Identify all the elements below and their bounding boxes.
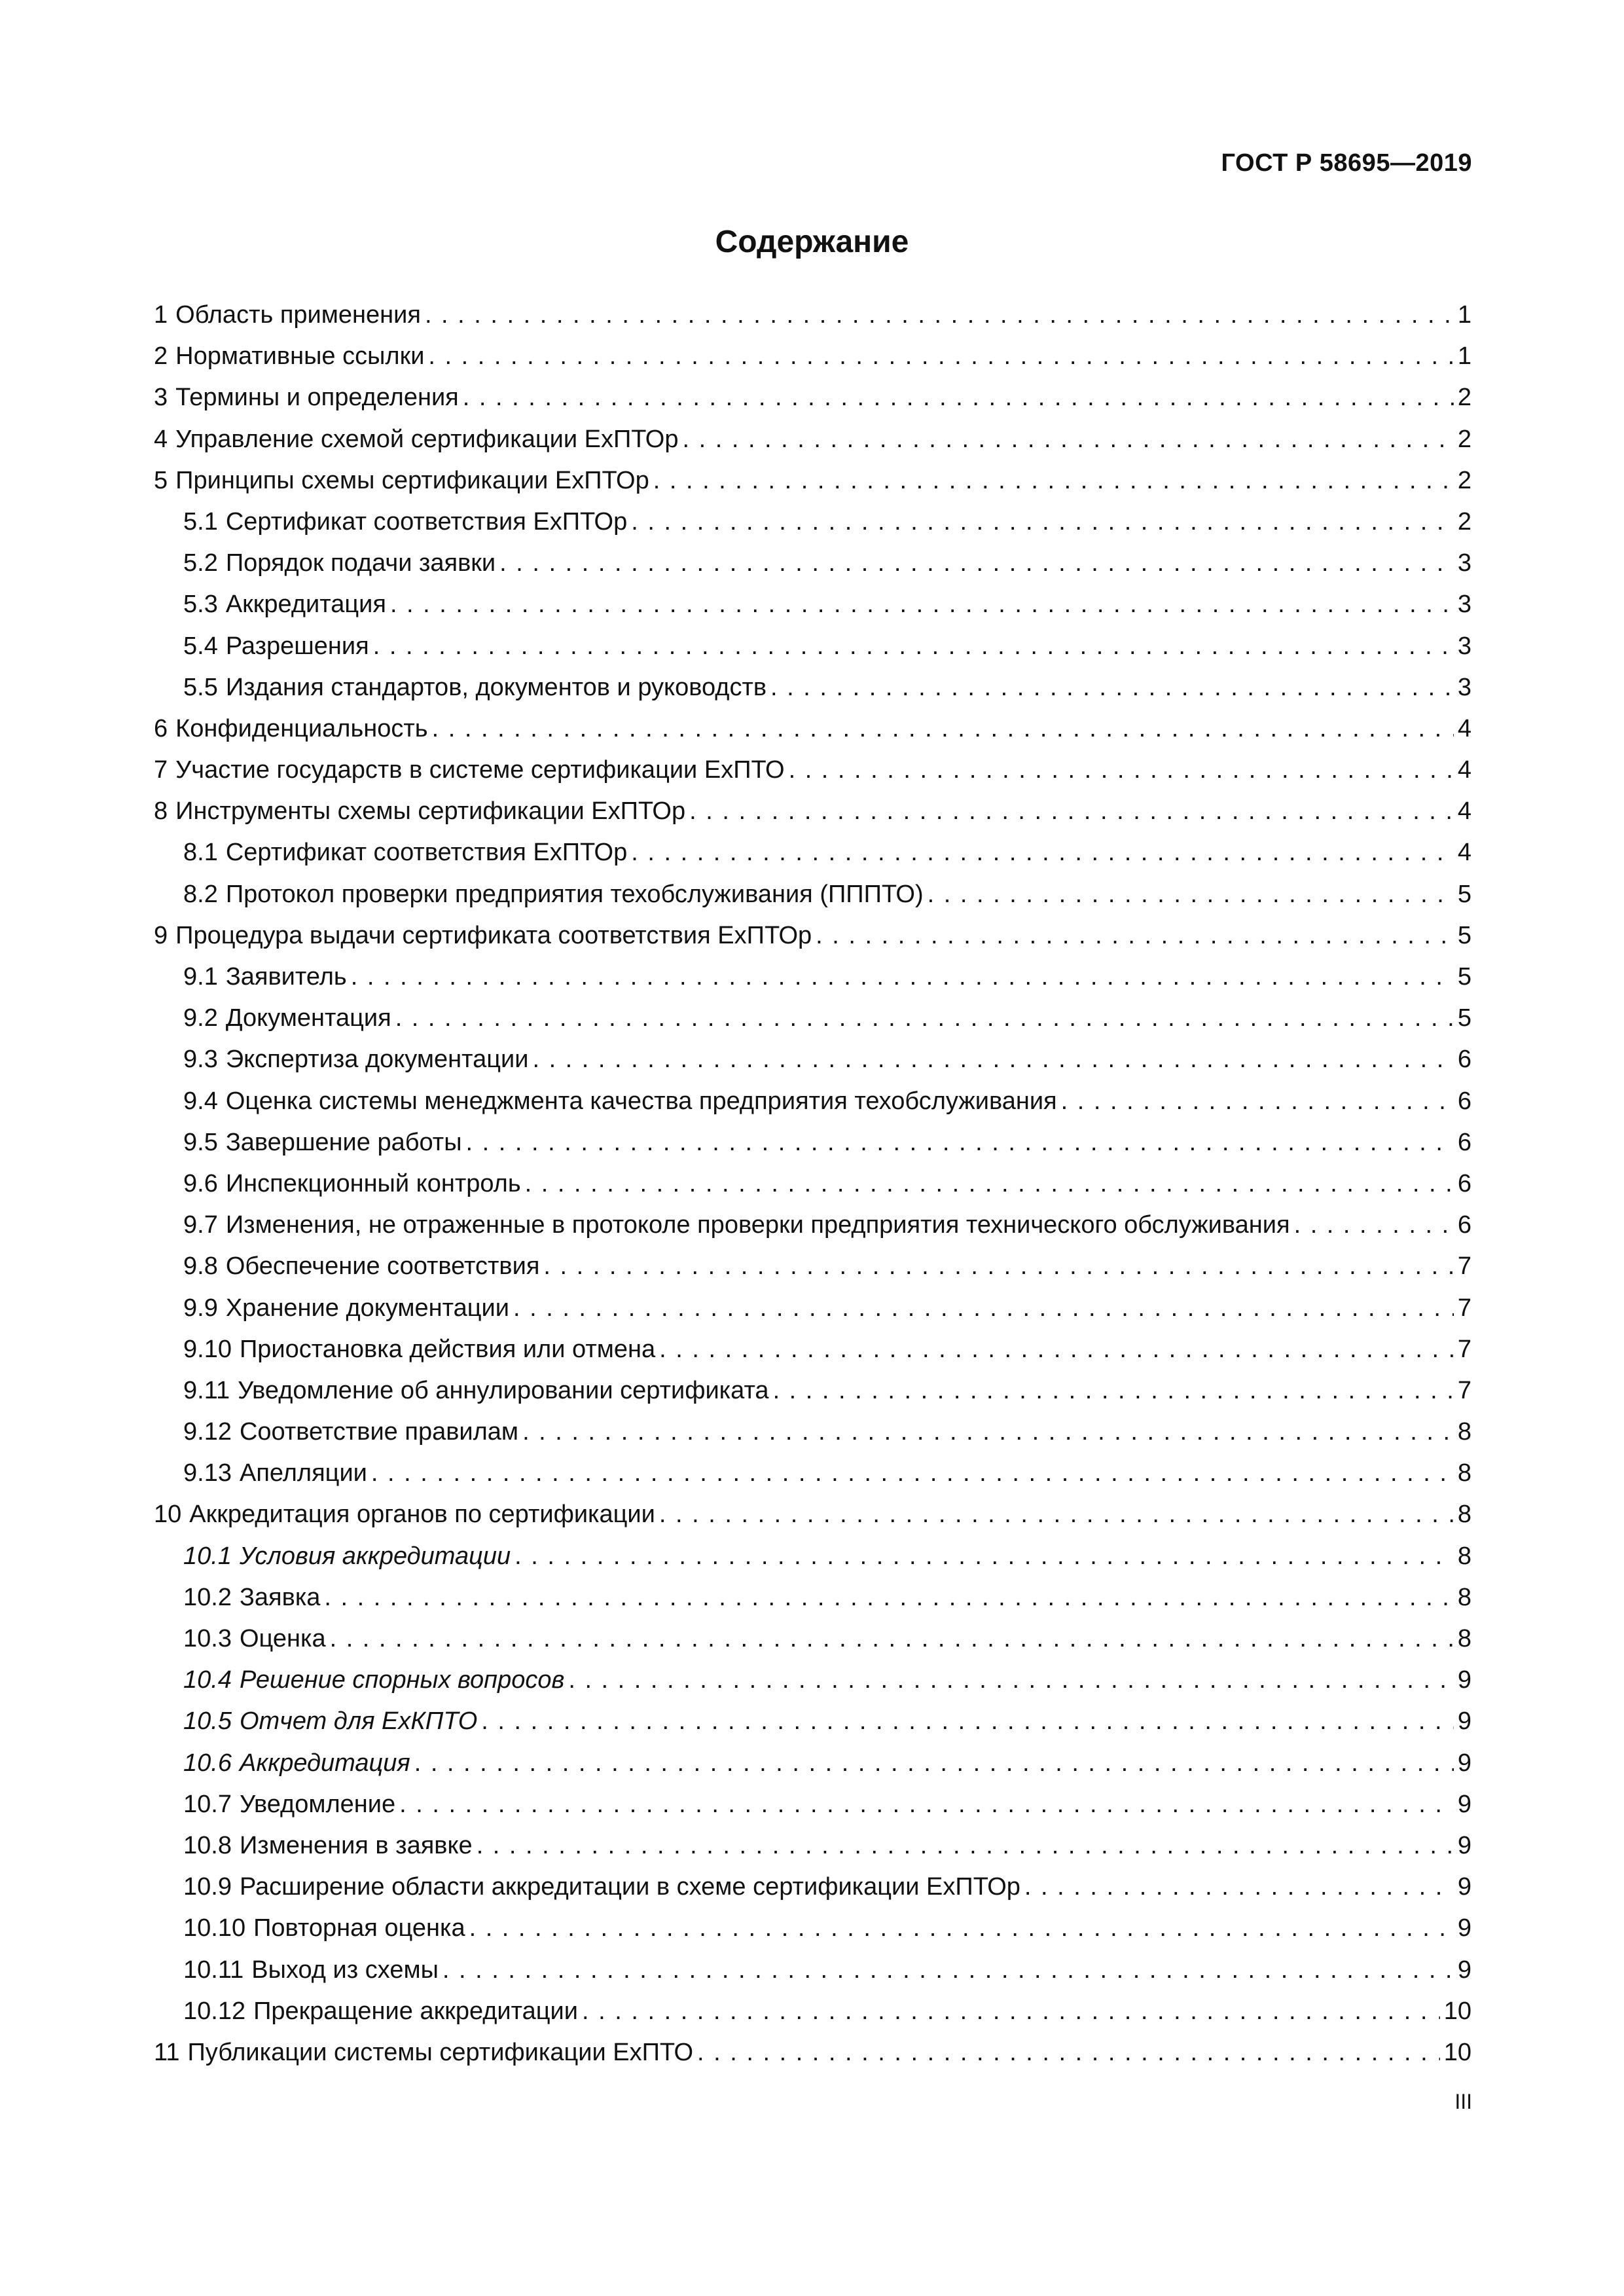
- toc-entry[interactable]: [154, 832, 1471, 873]
- toc-entry-number: 5.2: [183, 549, 218, 577]
- toc-entry-label: Экспертиза документации: [225, 1046, 529, 1074]
- toc-dot-leader: [425, 295, 1454, 336]
- toc-dot-leader: [324, 1577, 1453, 1618]
- toc-entry-number: 9.1: [183, 963, 218, 991]
- toc-entry-label: Инструменты схемы сертификации ExПТОр: [175, 797, 686, 826]
- toc-entry-page: 6: [1457, 1169, 1471, 1197]
- toc-entry[interactable]: [154, 419, 1471, 460]
- toc-entry-page: 6: [1457, 1128, 1471, 1156]
- toc-entry-page: 5: [1457, 1004, 1471, 1032]
- toc-entry-page: 4: [1457, 756, 1471, 784]
- toc-dot-leader: [770, 667, 1454, 708]
- toc-entry-page: 10: [1443, 2038, 1471, 2066]
- toc-entry-label: Аккредитация органов по сертификации: [189, 1501, 655, 1529]
- page-title: Содержание: [715, 225, 909, 259]
- toc-entry-number: 5.4: [183, 632, 218, 660]
- toc-entry-label: Участие государств в системе сертификации ExПТО: [175, 756, 785, 784]
- toc-dot-leader: [442, 1950, 1454, 1991]
- toc-dot-leader: [522, 1412, 1454, 1453]
- toc-entry-number: 10.6: [183, 1749, 232, 1777]
- toc-entry[interactable]: [154, 1205, 1471, 1246]
- toc-entry-number: 10.7: [183, 1790, 232, 1818]
- toc-entry[interactable]: [154, 957, 1471, 998]
- toc-dot-leader: [525, 1163, 1454, 1205]
- toc-dot-leader: [1024, 1867, 1454, 1908]
- toc-entry-label: Заявитель: [225, 963, 347, 991]
- toc-dot-leader: [631, 501, 1454, 543]
- toc-entry-label: Документация: [225, 1004, 391, 1032]
- toc-entry-page: 8: [1457, 1459, 1471, 1487]
- toc-entry-label: Публикации системы сертификации ExПТО: [187, 2038, 693, 2066]
- toc-entry[interactable]: [154, 460, 1471, 501]
- toc-entry[interactable]: [154, 667, 1471, 708]
- toc-entry-number: 4: [154, 425, 168, 453]
- toc-entry-page: 7: [1457, 1294, 1471, 1322]
- toc-entry[interactable]: [154, 2032, 1471, 2073]
- toc-entry[interactable]: [154, 377, 1471, 418]
- toc-dot-leader: [928, 874, 1454, 915]
- toc-entry-label: Процедура выдачи сертификата соответствия ExПТОр: [175, 921, 812, 949]
- toc-entry-page: 3: [1457, 632, 1471, 660]
- toc-entry-page: 3: [1457, 591, 1471, 619]
- toc-entry-number: 8: [154, 797, 168, 826]
- toc-entry[interactable]: [154, 1784, 1471, 1825]
- toc-dot-leader: [1294, 1205, 1454, 1246]
- toc-entry-number: 9.3: [183, 1046, 218, 1074]
- toc-entry[interactable]: [154, 998, 1471, 1039]
- toc-dot-leader: [432, 708, 1454, 750]
- toc-dot-leader: [689, 791, 1454, 832]
- toc-dot-leader: [682, 419, 1453, 460]
- toc-entry[interactable]: [154, 1701, 1471, 1742]
- toc-entry-label: Изменения в заявке: [239, 1831, 473, 1859]
- toc-entry[interactable]: [154, 626, 1471, 667]
- table-of-contents: [154, 295, 1471, 2073]
- toc-entry[interactable]: [154, 708, 1471, 750]
- toc-entry-label: Издания стандартов, документов и руководств: [225, 673, 767, 701]
- toc-entry-label: Конфиденциальность: [175, 714, 428, 742]
- toc-entry[interactable]: [154, 1991, 1471, 2032]
- toc-entry-label: Соответствие правилам: [239, 1418, 519, 1446]
- toc-entry-number: 7: [154, 756, 168, 784]
- toc-entry[interactable]: [154, 1660, 1471, 1701]
- toc-entry-label: Аккредитация: [239, 1749, 410, 1777]
- toc-entry-number: 5.5: [183, 673, 218, 701]
- toc-entry-page: 9: [1457, 1666, 1471, 1694]
- toc-entry[interactable]: [154, 1412, 1471, 1453]
- toc-entry-number: 9.7: [183, 1211, 218, 1239]
- toc-entry-label: Завершение работы: [225, 1128, 462, 1156]
- toc-dot-leader: [789, 750, 1454, 791]
- toc-entry-number: 5.3: [183, 591, 218, 619]
- toc-entry-page: 2: [1457, 466, 1471, 494]
- toc-entry[interactable]: [154, 584, 1471, 625]
- toc-entry[interactable]: [154, 1577, 1471, 1618]
- toc-dot-leader: [395, 998, 1454, 1039]
- toc-entry-number: 9.9: [183, 1294, 218, 1322]
- toc-entry-page: 8: [1457, 1418, 1471, 1446]
- toc-entry-number: 10: [154, 1501, 182, 1529]
- toc-entry[interactable]: [154, 915, 1471, 957]
- toc-dot-leader: [371, 1453, 1454, 1494]
- toc-entry-label: Решение спорных вопросов: [239, 1666, 565, 1694]
- toc-entry-label: Условия аккредитации: [239, 1542, 511, 1570]
- toc-entry-page: 1: [1457, 342, 1471, 371]
- toc-dot-leader: [414, 1743, 1454, 1784]
- toc-entry-number: 3: [154, 384, 168, 412]
- toc-entry-number: 10.11: [183, 1956, 244, 1984]
- toc-entry-label: Расширение области аккредитации в схеме сертификации ExПТОр: [239, 1873, 1020, 1901]
- toc-entry-label: Порядок подачи заявки: [225, 549, 496, 577]
- toc-entry-label: Прекращение аккредитации: [253, 1997, 578, 2025]
- toc-entry-label: Управление схемой сертификации ExПТОр: [175, 425, 679, 453]
- toc-entry[interactable]: [154, 791, 1471, 832]
- toc-dot-leader: [659, 1329, 1454, 1370]
- toc-entry[interactable]: [154, 295, 1471, 336]
- toc-dot-leader: [390, 584, 1454, 625]
- toc-entry-page: 8: [1457, 1583, 1471, 1611]
- toc-entry[interactable]: [154, 874, 1471, 915]
- toc-dot-leader: [697, 2032, 1440, 2073]
- toc-dot-leader: [543, 1246, 1453, 1287]
- toc-entry-number: 9.12: [183, 1418, 232, 1446]
- toc-entry-number: 10.1: [183, 1542, 232, 1570]
- toc-entry-page: 2: [1457, 384, 1471, 412]
- toc-entry-number: 1: [154, 301, 168, 329]
- toc-entry-label: Разрешения: [225, 632, 369, 660]
- toc-dot-leader: [469, 1908, 1454, 1949]
- toc-dot-leader: [773, 1370, 1454, 1412]
- toc-entry-number: 9: [154, 921, 168, 949]
- toc-entry-label: Принципы схемы сертификации ExПТОр: [175, 466, 649, 494]
- toc-entry-page: 8: [1457, 1542, 1471, 1570]
- toc-entry[interactable]: [154, 1618, 1471, 1660]
- toc-dot-leader: [351, 957, 1454, 998]
- toc-dot-leader: [659, 1494, 1454, 1535]
- toc-entry-label: Уведомление об аннулировании сертификата: [238, 1376, 769, 1404]
- toc-dot-leader: [1061, 1081, 1454, 1122]
- toc-dot-leader: [399, 1784, 1454, 1825]
- toc-entry-number: 9.6: [183, 1169, 218, 1197]
- toc-entry-page: 9: [1457, 1707, 1471, 1736]
- toc-entry[interactable]: [154, 750, 1471, 791]
- toc-entry[interactable]: [154, 1288, 1471, 1329]
- toc-entry-label: Оценка: [239, 1625, 326, 1652]
- toc-dot-leader: [568, 1660, 1454, 1701]
- toc-dot-leader: [330, 1618, 1454, 1660]
- toc-entry-number: 9.11: [183, 1376, 230, 1404]
- toc-entry[interactable]: [154, 1950, 1471, 1991]
- toc-entry-number: 10.10: [183, 1914, 246, 1942]
- toc-entry-page: 3: [1457, 549, 1471, 577]
- toc-entry-label: Обеспечение соответствия: [225, 1252, 540, 1281]
- toc-entry-number: 11: [154, 2038, 180, 2066]
- toc-dot-leader: [582, 1991, 1440, 2032]
- toc-entry-number: 8.2: [183, 880, 218, 908]
- toc-dot-leader: [466, 1122, 1454, 1163]
- document-code: ГОСТ Р 58695—2019: [1221, 149, 1472, 177]
- toc-entry-page: 9: [1457, 1914, 1471, 1942]
- toc-entry[interactable]: [154, 1494, 1471, 1535]
- page-number: III: [1454, 2090, 1472, 2113]
- toc-entry-label: Повторная оценка: [253, 1914, 465, 1942]
- toc-entry-page: 5: [1457, 963, 1471, 991]
- toc-entry-label: Инспекционный контроль: [225, 1169, 521, 1197]
- toc-entry-number: 10.4: [183, 1666, 232, 1694]
- toc-entry-page: 10: [1443, 1997, 1471, 2025]
- toc-entry-page: 4: [1457, 839, 1471, 867]
- toc-entry-page: 7: [1457, 1376, 1471, 1404]
- toc-entry-page: 5: [1457, 921, 1471, 949]
- toc-entry-number: 2: [154, 342, 168, 371]
- toc-entry[interactable]: [154, 1743, 1471, 1784]
- toc-entry[interactable]: [154, 1122, 1471, 1163]
- toc-entry-label: Уведомление: [239, 1790, 396, 1818]
- toc-entry[interactable]: [154, 1039, 1471, 1080]
- toc-entry-page: 8: [1457, 1625, 1471, 1652]
- toc-entry-label: Аккредитация: [225, 591, 386, 619]
- toc-dot-leader: [631, 832, 1454, 873]
- toc-entry[interactable]: [154, 1370, 1471, 1412]
- toc-entry-page: 4: [1457, 797, 1471, 826]
- toc-entry-page: 9: [1457, 1790, 1471, 1818]
- toc-dot-leader: [499, 543, 1454, 584]
- toc-entry-number: 9.10: [183, 1335, 232, 1363]
- toc-entry-number: 10.12: [183, 1997, 246, 2025]
- toc-entry[interactable]: [154, 1867, 1471, 1908]
- toc-entry-page: 6: [1457, 1211, 1471, 1239]
- toc-entry-number: 10.2: [183, 1583, 232, 1611]
- toc-entry-number: 10.9: [183, 1873, 232, 1901]
- toc-dot-leader: [428, 336, 1453, 377]
- toc-entry-number: 10.5: [183, 1707, 232, 1736]
- toc-entry[interactable]: [154, 543, 1471, 584]
- toc-entry-label: Термины и определения: [175, 384, 459, 412]
- toc-entry-label: Сертификат соответствия ExПТОр: [225, 507, 628, 536]
- toc-entry-label: Приостановка действия или отмена: [239, 1335, 656, 1363]
- toc-entry-number: 9.5: [183, 1128, 218, 1156]
- toc-entry[interactable]: [154, 1081, 1471, 1122]
- toc-entry[interactable]: [154, 1825, 1471, 1867]
- toc-entry-page: 4: [1457, 714, 1471, 742]
- toc-dot-leader: [373, 626, 1454, 667]
- toc-entry-page: 2: [1457, 425, 1471, 453]
- toc-dot-leader: [532, 1039, 1453, 1080]
- toc-entry-page: 7: [1457, 1335, 1471, 1363]
- toc-entry-label: Изменения, не отраженные в протоколе проверки предприятия технического обслуживания: [225, 1211, 1290, 1239]
- toc-entry-page: 5: [1457, 880, 1471, 908]
- toc-entry[interactable]: [154, 1163, 1471, 1205]
- toc-entry[interactable]: [154, 1453, 1471, 1494]
- toc-entry-number: 10.8: [183, 1831, 232, 1859]
- toc-entry-page: 9: [1457, 1831, 1471, 1859]
- toc-entry-label: Нормативные ссылки: [175, 342, 425, 371]
- toc-entry-label: Заявка: [239, 1583, 321, 1611]
- toc-entry-page: 8: [1457, 1501, 1471, 1529]
- toc-entry-label: Выход из схемы: [251, 1956, 439, 1984]
- toc-entry-number: 8.1: [183, 839, 218, 867]
- toc-entry-page: 3: [1457, 673, 1471, 701]
- toc-entry[interactable]: [154, 1536, 1471, 1577]
- toc-entry-number: 9.2: [183, 1004, 218, 1032]
- toc-entry-label: Апелляции: [239, 1459, 367, 1487]
- toc-entry-label: Хранение документации: [225, 1294, 509, 1322]
- toc-entry[interactable]: [154, 1246, 1471, 1287]
- toc-entry-number: 9.8: [183, 1252, 218, 1281]
- toc-entry-page: 1: [1457, 301, 1471, 329]
- toc-entry-number: 9.13: [183, 1459, 232, 1487]
- toc-dot-leader: [816, 915, 1454, 957]
- toc-entry-number: 6: [154, 714, 168, 742]
- toc-entry-label: Оценка системы менеджмента качества предприятия техобслуживания: [225, 1087, 1057, 1115]
- toc-entry-page: 9: [1457, 1873, 1471, 1901]
- toc-entry-number: 5.1: [183, 507, 218, 536]
- toc-entry-label: Отчет для ExКПТО: [239, 1707, 478, 1736]
- toc-entry-page: 6: [1457, 1087, 1471, 1115]
- toc-entry-page: 9: [1457, 1956, 1471, 1984]
- toc-entry[interactable]: [154, 1329, 1471, 1370]
- toc-dot-leader: [514, 1536, 1454, 1577]
- toc-entry-page: 7: [1457, 1252, 1471, 1281]
- toc-entry-label: Протокол проверки предприятия техобслуживания (ПППТО): [225, 880, 924, 908]
- toc-entry-page: 9: [1457, 1749, 1471, 1777]
- toc-entry[interactable]: [154, 336, 1471, 377]
- toc-dot-leader: [653, 460, 1454, 501]
- toc-entry-number: 10.3: [183, 1625, 232, 1652]
- toc-entry-page: 6: [1457, 1046, 1471, 1074]
- toc-entry-page: 2: [1457, 507, 1471, 536]
- toc-entry-number: 9.4: [183, 1087, 218, 1115]
- toc-entry[interactable]: [154, 501, 1471, 543]
- toc-dot-leader: [477, 1825, 1454, 1867]
- toc-dot-leader: [513, 1288, 1454, 1329]
- toc-entry-label: Область применения: [175, 301, 421, 329]
- toc-entry[interactable]: [154, 1908, 1471, 1949]
- toc-entry-label: Сертификат соответствия ExПТОр: [225, 839, 628, 867]
- toc-entry-number: 5: [154, 466, 168, 494]
- toc-dot-leader: [481, 1701, 1454, 1742]
- toc-dot-leader: [463, 377, 1454, 418]
